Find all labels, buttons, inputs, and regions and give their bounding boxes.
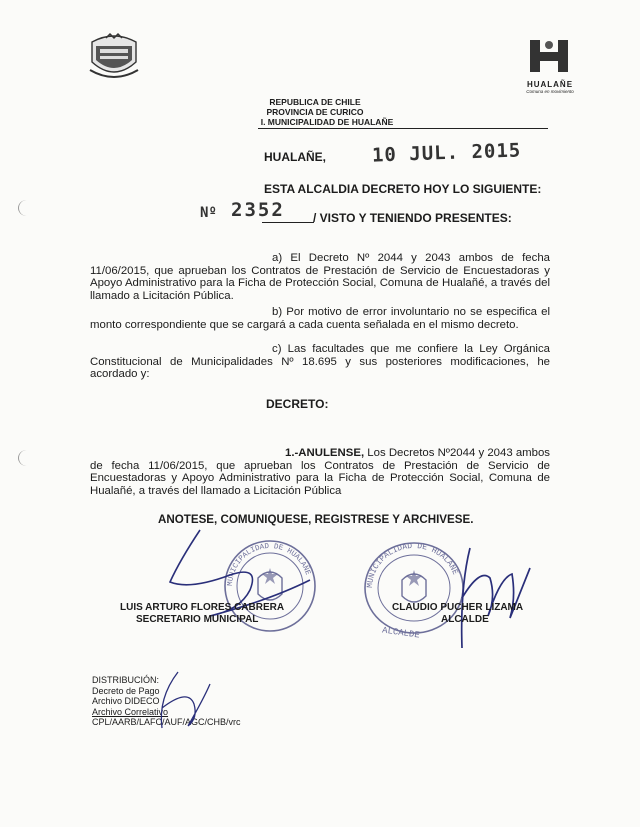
resolution-text: Los Decretos Nº2044 y 2043 ambos de fecha 11/06/2015, que aprueban los Contratos de Prestación de Servicio de Encuestadoras y Apoyo Administrativo para la Ficha de Protección Social, Comuna de Hualañé, a través del llamado a Licitación Pública — [90, 447, 551, 497]
paragraph-c: c) Las facultades que me confiere la Ley Orgánica Constitucional de Municipalidades Nº 18.695 y sus posteriores modificaciones, he acordado y: — [90, 343, 550, 380]
left-seal-text: MUNICIPALIDAD DE HUALAÑE — [226, 542, 312, 587]
header-country: REPUBLICA DE CHILE — [269, 97, 361, 107]
decreto-title: DECRETO: — [266, 397, 329, 411]
visto-heading: / VISTO Y TENIENDO PRESENTES: — [313, 211, 512, 225]
initials-icon — [148, 668, 218, 738]
right-seal-text: MUNICIPALIDAD DE HUALAÑE — [365, 541, 460, 589]
paragraph-b: b) Por motivo de error involuntario no se especifica el monto correspondiente que se cargará a cada cuenta señalada en el mismo decreto. — [90, 306, 550, 331]
coat-of-arms-icon — [86, 32, 142, 84]
place-label: HUALAÑE, — [264, 150, 326, 164]
decree-heading: ESTA ALCALDIA DECRETO HOY LO SIGUIENTE: — [264, 182, 542, 196]
distribution-title: DISTRIBUCIÓN: — [92, 675, 160, 685]
closing-formula: ANOTESE, COMUNIQUESE, REGISTRESE Y ARCHIVESE. — [158, 513, 474, 526]
distribution-item: Archivo DIDECO — [92, 696, 160, 707]
header-province: PROVINCIA DE CURICO — [266, 107, 364, 117]
header-rule — [258, 128, 548, 129]
hualane-logo-icon — [520, 38, 580, 74]
number-underline — [262, 222, 314, 223]
secretary-name: LUIS ARTURO FLORES CABRERA — [120, 602, 285, 613]
logo-name: HUALAÑE — [526, 80, 574, 89]
resolution-paragraph — [90, 447, 550, 497]
decree-number: 2352 — [231, 199, 285, 221]
distribution-item: Archivo Correlativo — [92, 706, 169, 717]
resolution-lead: 1.-ANULENSE, — [285, 447, 365, 459]
logo-tagline: Comuna en movimiento — [526, 89, 574, 94]
number-prefix: Nº — [200, 205, 217, 221]
header-municipality: I. MUNICIPALIDAD DE HUALAÑE — [260, 117, 394, 127]
hualane-logo — [520, 38, 580, 94]
punch-hole — [18, 200, 35, 216]
secretary-title: SECRETARIO MUNICIPAL — [136, 614, 259, 625]
mayor-name: CLAUDIO PUCHER LIZAMA — [392, 602, 524, 613]
paragraph-a: a) El Decreto Nº 2044 y 2043 ambos de fecha 11/06/2015, que aprueban los Contratos de Prestación de Servicio de Encuestadoras y Apoyo Administrativo para la Ficha de Protección Social, Comuna de Hualañé, a través del llamado a Licitación Pública. — [90, 252, 550, 302]
mayor-title: ALCALDE — [441, 614, 489, 625]
distribution-item: CPL/AARB/LAFC/AUF/AGC/CHB/vrc — [92, 717, 241, 728]
date-stamp: 10 JUL. 2015 — [371, 139, 522, 167]
right-seal-bottom: ALCALDE — [381, 625, 421, 641]
punch-hole — [18, 450, 35, 466]
mayor-signature-icon — [440, 538, 550, 658]
distribution-item: Decreto de Pago — [92, 685, 160, 696]
